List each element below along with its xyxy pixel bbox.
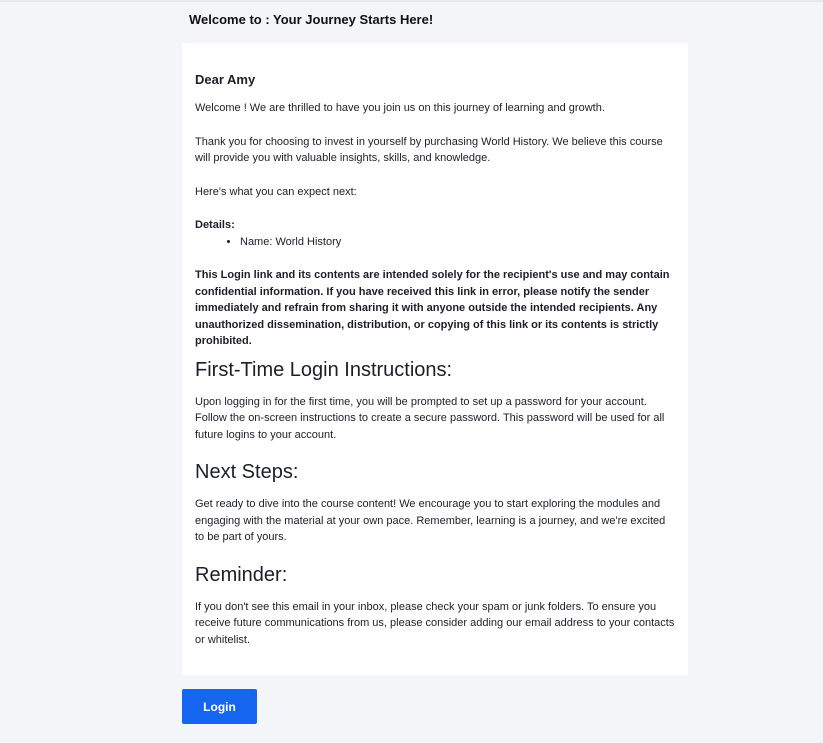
login-button[interactable]: Login: [182, 689, 257, 724]
section-body-reminder: If you don't see this email in your inbox, please check your spam or junk folders. To ensure you receive future communications from us, please consider adding our email address to your contacts or whitelist.: [195, 600, 675, 646]
email-body-card: [182, 43, 688, 675]
intro-paragraph: Welcome ! We are thrilled to have you join us on this journey of learning and growth.: [195, 102, 605, 114]
disclaimer-paragraph: This Login link and its contents are intended solely for the recipient's use and may contain confidential information. If you have received this link in error, please notify the sender immediately and refrain from sharing it with anyone outside the intended recipients. Any unauthorized dissemination, distribution, or copying of this link or its contents is strictly prohibited.: [195, 269, 670, 347]
details-list: [195, 234, 675, 251]
section-heading-reminder: Reminder:: [195, 563, 288, 586]
section-body-first-time-login: Upon logging in for the first time, you will be prompted to set up a password for your account. Follow the on-screen instructions to create a secure password. This password will be used for all future logins to your account.: [195, 395, 665, 441]
section-body-next-steps: Get ready to dive into the course content! We encourage you to start exploring the modules and engaging with the material at your own pace. Remember, learning is a journey, and we're excited to be part of yours.: [195, 498, 666, 543]
details-item: • Name: World History: [240, 234, 675, 251]
expect-paragraph: Here's what you can expect next:: [195, 185, 357, 198]
email-subject-title: Welcome to : Your Journey Starts Here!: [189, 12, 434, 27]
section-heading-next-steps: Next Steps:: [195, 461, 299, 483]
top-divider: [0, 0, 823, 2]
section-heading-first-time-login: First-Time Login Instructions:: [195, 358, 453, 381]
greeting: Dear Amy: [195, 72, 256, 87]
thanks-paragraph: Thank you for choosing to invest in yourself by purchasing World History. We believe this course will provide you with valuable insights, skills, and knowledge.: [195, 135, 663, 164]
details-label: Details:: [195, 219, 235, 231]
